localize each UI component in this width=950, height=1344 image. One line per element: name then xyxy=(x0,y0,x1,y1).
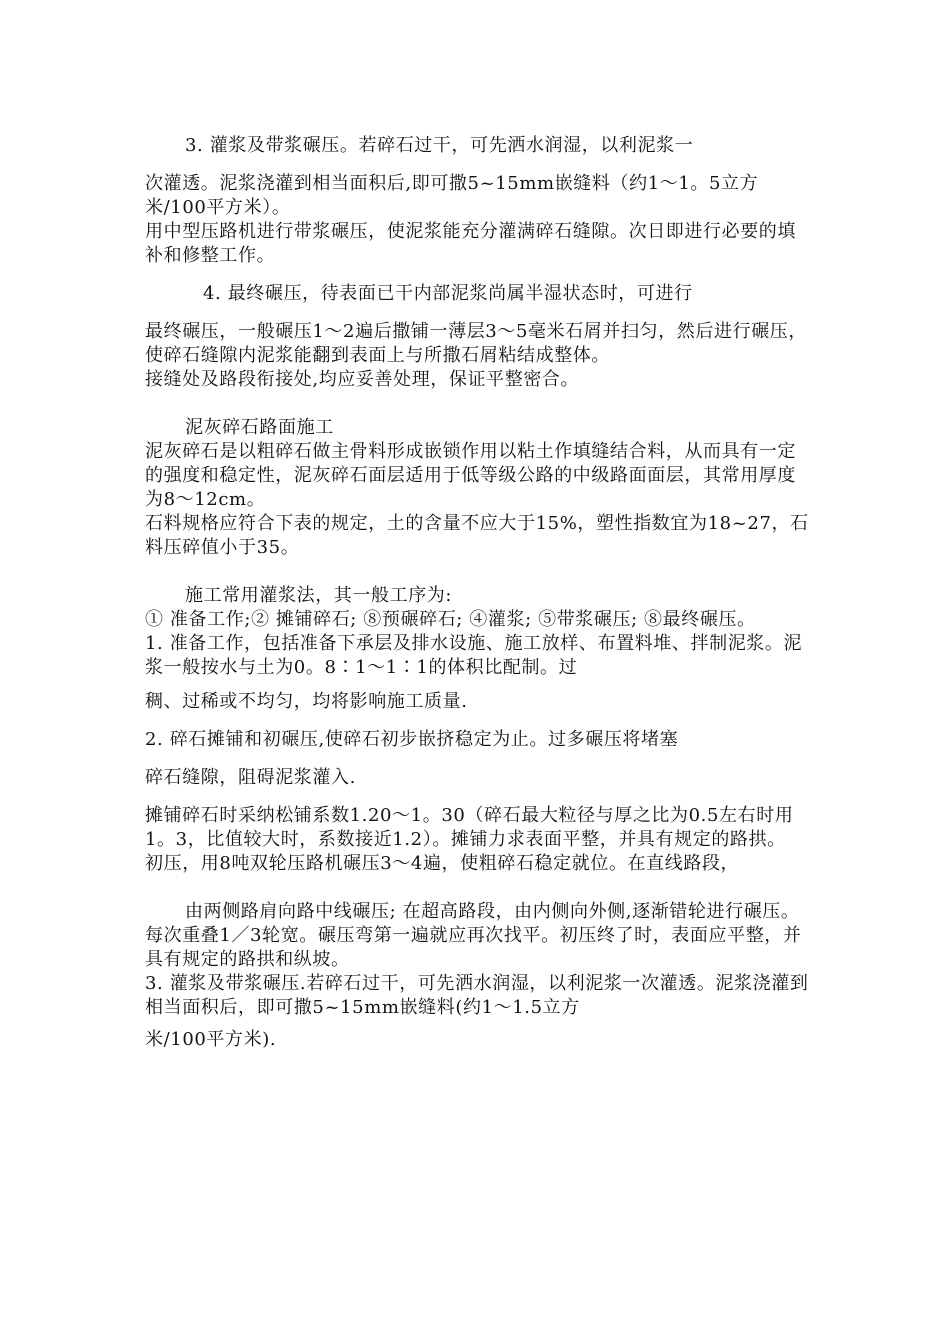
paragraph-joints: 接缝处及路段衔接处,均应妥善处理，保证平整密合。 xyxy=(145,369,580,390)
paragraph-process-heading: 施工常用灌浆法，其一般工序为: xyxy=(185,585,453,606)
paragraph-step4-heading: 4. 最终碾压，待表面已干内部泥浆尚属半湿状态时，可进行 xyxy=(203,283,693,304)
paragraph-rolling-direction: 由两侧路肩向路中线碾压; 在超高路段，由内侧向外侧,逐渐错轮进行碾压。每次重叠1／3轮宽。碾压弯第一遍就应再次找平。初压终了时，表面应平整，并具有规定的路拱和纵坡。 xyxy=(145,901,802,970)
paragraph-step4-body: 最终碾压，一般碾压1～2遍后撒铺一薄层3～5毫米石屑并扫匀，然后进行碾压，使碎石缝隙内泥浆能翻到表面上与所撒石屑粘结成整体。 xyxy=(145,321,808,366)
paragraph-process-steps: ① 准备工作;② 摊铺碎石; ⑧预碾碎石; ④灌浆; ⑤带浆碾压; ⑧最终碾压。 xyxy=(145,609,756,630)
paragraph-step3-repeat-end: 米/100平方米). xyxy=(145,1029,277,1050)
paragraph-step3-rolling: 用中型压路机进行带浆碾压，使泥浆能充分灌满碎石缝隙。次日即进行必要的填补和修整工作。 xyxy=(145,221,796,266)
paragraph-initial-rolling: 初压，用8吨双轮压路机碾压3～4遍，使粗碎石稳定就位。在直线路段， xyxy=(145,853,740,874)
paragraph-spreading: 2. 碎石摊铺和初碾压,使碎石初步嵌挤稳定为止。过多碾压将堵塞 xyxy=(145,729,679,750)
paragraph-step3-heading: 3. 灌浆及带浆碾压。若碎石过干，可先洒水润湿，以利泥浆一 xyxy=(185,135,694,156)
paragraph-prep-work: 1. 准备工作，包括准备下承层及排水设施、施工放样、布置料堆、拌制泥浆。泥浆一般按水与土为0。8∶1～1∶1的体积比配制。过 xyxy=(145,633,803,678)
document-page xyxy=(145,132,810,1052)
paragraph-step3-repeat: 3. 灌浆及带浆碾压.若碎石过干，可先洒水润湿，以利泥浆一次灌透。泥浆浇灌到相当面积后，即可撒5~15mm嵌缝料(约1～1.5立方 xyxy=(145,973,809,1018)
paragraph-intro: 泥灰碎石是以粗碎石做主骨料形成嵌锁作用以粘土作填缝结合料，从而具有一定的强度和稳定性，泥灰碎石面层适用于低等级公路的中级路面面层，其常用厚度为8～12cm。 xyxy=(145,441,796,510)
paragraph-spreading-end: 碎石缝隙，阻碍泥浆灌入. xyxy=(145,767,356,788)
section-title: 泥灰碎石路面施工 xyxy=(185,417,334,438)
paragraph-loose-factor: 摊铺碎石时采纳松铺系数1.20～1。30（碎石最大粒径与厚之比为0.5左右时用1。3，比值较大时，系数接近1.2）。摊铺力求表面平整，并具有规定的路拱。 xyxy=(145,805,794,850)
paragraph-prep-work-end: 稠、过稀或不均匀，均将影响施工质量. xyxy=(145,691,468,712)
paragraph-step3-body: 次灌透。泥浆浇灌到相当面积后,即可撒5~15mm嵌缝料（约1～1。5立方米/100平方米）。 xyxy=(145,173,759,218)
paragraph-stone-spec: 石料规格应符合下表的规定，土的含量不应大于15%，塑性指数宜为18~27，石料压碎值小于35。 xyxy=(145,513,809,558)
